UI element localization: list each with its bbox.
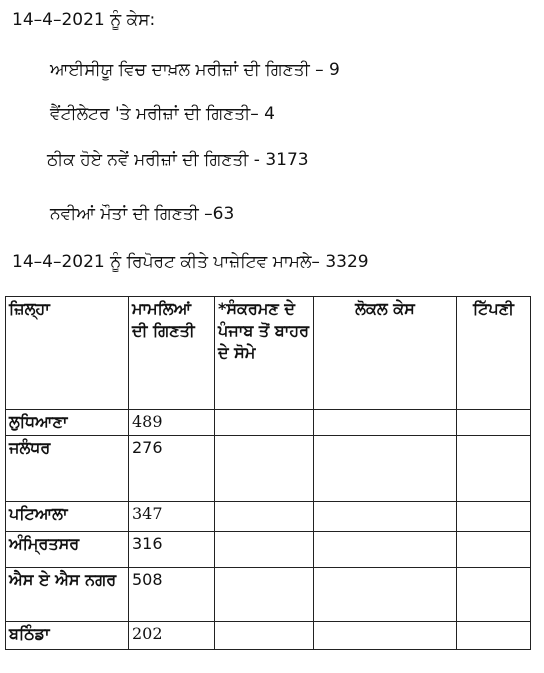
header-outside-source: *ਸੰਕਰਮਣ ਦੇ ਪੰਜਾਬ ਤੋਂ ਬਾਹਰ ਦੇ ਸੋਮੇ — [215, 297, 314, 410]
district-cell: ਬਠਿੰਡਾ — [6, 622, 129, 650]
local-cases-cell — [314, 622, 457, 650]
new-deaths-line: ਨਵੀਆਂ ਮੌਤਾਂ ਦੀ ਗਿਣਤੀ –63 — [50, 204, 235, 224]
positive-cases-heading: 14–4–2021 ਨੂੰ ਰਿਪੋਰਟ ਕੀਤੇ ਪਾਜ਼ੇਟਿਵ ਮਾਮਲੇ– 3329 — [12, 252, 369, 272]
district-cell: ਅੰਮ੍ਰਿਤਸਰ — [6, 532, 129, 568]
district-cell: ਜਲੰਧਰ — [6, 436, 129, 502]
local-cases-cell — [314, 436, 457, 502]
header-cases: ਮਾਮਲਿਆਂ ਦੀ ਗਿਣਤੀ — [129, 297, 215, 410]
table-header-row — [6, 297, 531, 410]
local-cases-cell — [314, 410, 457, 436]
outside-source-cell — [215, 532, 314, 568]
table-row — [6, 436, 531, 502]
remarks-cell — [457, 568, 531, 622]
outside-source-cell — [215, 622, 314, 650]
header-district: ਜ਼ਿਲ੍ਹਾ — [6, 297, 129, 410]
table-row — [6, 410, 531, 436]
ventilator-patients-line: ਵੈਂਟੀਲੇਟਰ 'ਤੇ ਮਰੀਜ਼ਾਂ ਦੀ ਗਿਣਤੀ– 4 — [50, 104, 275, 124]
icu-patients-line: ਆਈਸੀਯੂ ਵਿਚ ਦਾਖ਼ਲ ਮਰੀਜ਼ਾਂ ਦੀ ਗਿਣਤੀ – 9 — [50, 60, 340, 80]
remarks-cell — [457, 410, 531, 436]
cases-cell: 347 — [129, 502, 215, 532]
local-cases-cell — [314, 502, 457, 532]
header-local-cases: ਲੋਕਲ ਕੇਸ — [314, 297, 457, 410]
remarks-cell — [457, 622, 531, 650]
cases-date-heading: 14–4–2021 ਨੂੰ ਕੇਸ: — [12, 10, 156, 30]
table-row — [6, 502, 531, 532]
cases-cell: 508 — [129, 568, 215, 622]
outside-source-cell — [215, 410, 314, 436]
cases-cell: 202 — [129, 622, 215, 650]
remarks-cell — [457, 436, 531, 502]
cases-cell: 316 — [129, 532, 215, 568]
table-row — [6, 568, 531, 622]
local-cases-cell — [314, 568, 457, 622]
header-remarks: ਟਿੱਪਣੀ — [457, 297, 531, 410]
outside-source-cell — [215, 502, 314, 532]
table-row — [6, 622, 531, 650]
district-cell: ਪਟਿਆਲਾ — [6, 502, 129, 532]
district-cases-table — [5, 296, 531, 650]
outside-source-cell — [215, 436, 314, 502]
outside-source-cell — [215, 568, 314, 622]
remarks-cell — [457, 502, 531, 532]
local-cases-cell — [314, 532, 457, 568]
recovered-patients-line: ਠੀਕ ਹੋਏ ਨਵੇਂ ਮਰੀਜ਼ਾਂ ਦੀ ਗਿਣਤੀ - 3173 — [47, 150, 309, 170]
district-cell: ਲੁਧਿਆਣਾ — [6, 410, 129, 436]
table-row — [6, 532, 531, 568]
remarks-cell — [457, 532, 531, 568]
cases-cell: 276 — [129, 436, 215, 502]
district-cell: ਐਸ ਏ ਐਸ ਨਗਰ — [6, 568, 129, 622]
cases-cell: 489 — [129, 410, 215, 436]
